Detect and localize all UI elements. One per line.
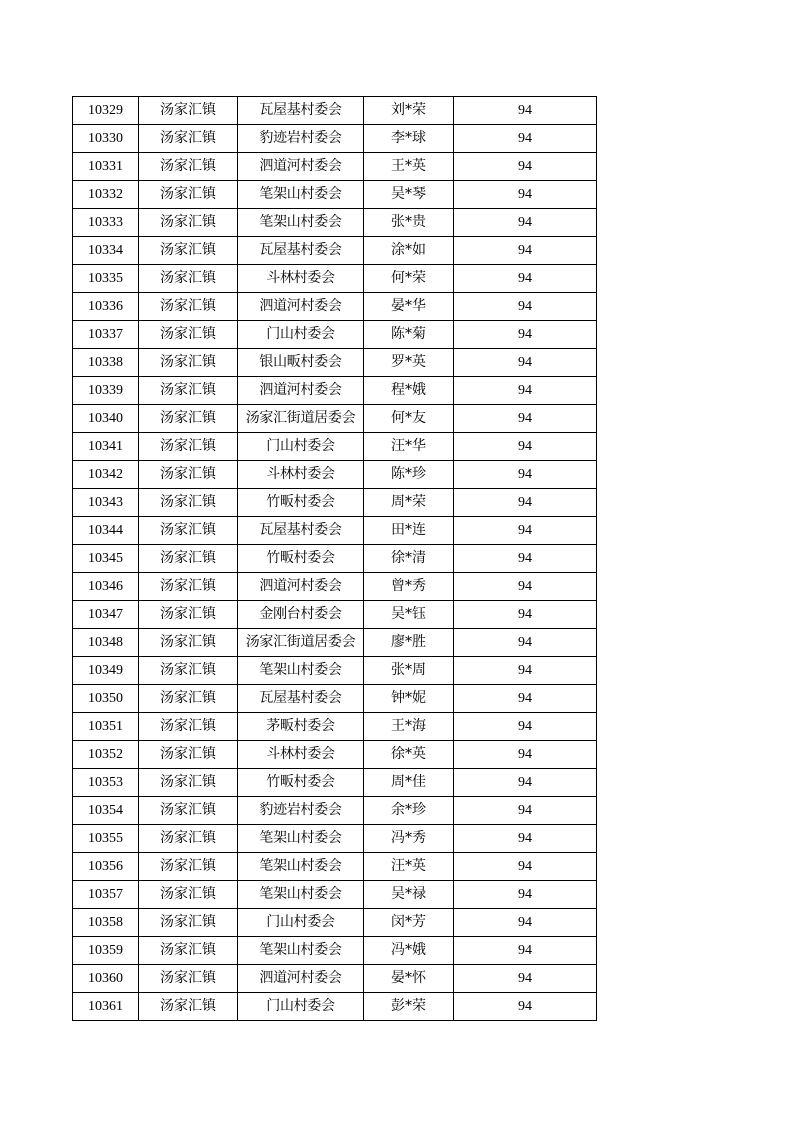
- record-id-cell: 10340: [73, 405, 139, 433]
- table-row: [73, 209, 597, 237]
- table-row: [73, 713, 597, 741]
- village-committee-cell: 门山村委会: [238, 909, 364, 937]
- town-cell: 汤家汇镇: [139, 853, 238, 881]
- score-cell: 94: [454, 405, 597, 433]
- village-committee-cell: 笔架山村委会: [238, 825, 364, 853]
- score-cell: 94: [454, 741, 597, 769]
- person-name-cell: 晏*华: [364, 293, 454, 321]
- table-row: [73, 993, 597, 1021]
- town-cell: 汤家汇镇: [139, 237, 238, 265]
- person-name-cell: 吴*禄: [364, 881, 454, 909]
- table-row: [73, 405, 597, 433]
- table-row: [73, 629, 597, 657]
- table-row: [73, 153, 597, 181]
- village-committee-cell: 门山村委会: [238, 321, 364, 349]
- table-row: [73, 797, 597, 825]
- score-cell: 94: [454, 293, 597, 321]
- person-name-cell: 曾*秀: [364, 573, 454, 601]
- person-name-cell: 程*娥: [364, 377, 454, 405]
- person-name-cell: 闵*芳: [364, 909, 454, 937]
- record-id-cell: 10329: [73, 97, 139, 125]
- village-committee-cell: 竹畈村委会: [238, 545, 364, 573]
- person-name-cell: 徐*英: [364, 741, 454, 769]
- person-name-cell: 何*友: [364, 405, 454, 433]
- record-id-cell: 10331: [73, 153, 139, 181]
- town-cell: 汤家汇镇: [139, 153, 238, 181]
- village-committee-cell: 竹畈村委会: [238, 769, 364, 797]
- person-name-cell: 罗*英: [364, 349, 454, 377]
- record-id-cell: 10351: [73, 713, 139, 741]
- person-name-cell: 彭*荣: [364, 993, 454, 1021]
- village-committee-cell: 金刚台村委会: [238, 601, 364, 629]
- roster-table: [72, 96, 597, 1021]
- table-row: [73, 461, 597, 489]
- person-name-cell: 王*海: [364, 713, 454, 741]
- person-name-cell: 汪*华: [364, 433, 454, 461]
- table-row: [73, 181, 597, 209]
- town-cell: 汤家汇镇: [139, 125, 238, 153]
- village-committee-cell: 汤家汇街道居委会: [238, 405, 364, 433]
- village-committee-cell: 泗道河村委会: [238, 153, 364, 181]
- town-cell: 汤家汇镇: [139, 993, 238, 1021]
- score-cell: 94: [454, 797, 597, 825]
- village-committee-cell: 豹迹岩村委会: [238, 125, 364, 153]
- record-id-cell: 10347: [73, 601, 139, 629]
- person-name-cell: 刘*荣: [364, 97, 454, 125]
- town-cell: 汤家汇镇: [139, 405, 238, 433]
- table-row: [73, 741, 597, 769]
- person-name-cell: 周*佳: [364, 769, 454, 797]
- village-committee-cell: 银山畈村委会: [238, 349, 364, 377]
- record-id-cell: 10334: [73, 237, 139, 265]
- score-cell: 94: [454, 97, 597, 125]
- record-id-cell: 10333: [73, 209, 139, 237]
- village-committee-cell: 瓦屋基村委会: [238, 97, 364, 125]
- town-cell: 汤家汇镇: [139, 629, 238, 657]
- person-name-cell: 冯*秀: [364, 825, 454, 853]
- record-id-cell: 10353: [73, 769, 139, 797]
- record-id-cell: 10352: [73, 741, 139, 769]
- record-id-cell: 10341: [73, 433, 139, 461]
- table-row: [73, 349, 597, 377]
- person-name-cell: 李*球: [364, 125, 454, 153]
- table-row: [73, 433, 597, 461]
- person-name-cell: 张*周: [364, 657, 454, 685]
- town-cell: 汤家汇镇: [139, 909, 238, 937]
- village-committee-cell: 笔架山村委会: [238, 657, 364, 685]
- person-name-cell: 周*荣: [364, 489, 454, 517]
- record-id-cell: 10359: [73, 937, 139, 965]
- score-cell: 94: [454, 349, 597, 377]
- village-committee-cell: 笔架山村委会: [238, 937, 364, 965]
- score-cell: 94: [454, 321, 597, 349]
- record-id-cell: 10358: [73, 909, 139, 937]
- person-name-cell: 陈*珍: [364, 461, 454, 489]
- village-committee-cell: 笔架山村委会: [238, 881, 364, 909]
- score-cell: 94: [454, 657, 597, 685]
- village-committee-cell: 泗道河村委会: [238, 377, 364, 405]
- score-cell: 94: [454, 461, 597, 489]
- table-row: [73, 489, 597, 517]
- town-cell: 汤家汇镇: [139, 97, 238, 125]
- record-id-cell: 10350: [73, 685, 139, 713]
- score-cell: 94: [454, 965, 597, 993]
- table-row: [73, 965, 597, 993]
- score-cell: 94: [454, 125, 597, 153]
- person-name-cell: 徐*清: [364, 545, 454, 573]
- record-id-cell: 10339: [73, 377, 139, 405]
- table-row: [73, 601, 597, 629]
- score-cell: 94: [454, 573, 597, 601]
- person-name-cell: 张*贵: [364, 209, 454, 237]
- record-id-cell: 10356: [73, 853, 139, 881]
- score-cell: 94: [454, 881, 597, 909]
- score-cell: 94: [454, 153, 597, 181]
- town-cell: 汤家汇镇: [139, 657, 238, 685]
- village-committee-cell: 斗林村委会: [238, 741, 364, 769]
- record-id-cell: 10337: [73, 321, 139, 349]
- person-name-cell: 钟*妮: [364, 685, 454, 713]
- score-cell: 94: [454, 489, 597, 517]
- town-cell: 汤家汇镇: [139, 713, 238, 741]
- table-row: [73, 909, 597, 937]
- village-committee-cell: 门山村委会: [238, 993, 364, 1021]
- score-cell: 94: [454, 601, 597, 629]
- town-cell: 汤家汇镇: [139, 797, 238, 825]
- person-name-cell: 余*珍: [364, 797, 454, 825]
- score-cell: 94: [454, 433, 597, 461]
- score-cell: 94: [454, 517, 597, 545]
- town-cell: 汤家汇镇: [139, 489, 238, 517]
- town-cell: 汤家汇镇: [139, 685, 238, 713]
- record-id-cell: 10349: [73, 657, 139, 685]
- record-id-cell: 10360: [73, 965, 139, 993]
- record-id-cell: 10343: [73, 489, 139, 517]
- town-cell: 汤家汇镇: [139, 825, 238, 853]
- person-name-cell: 冯*娥: [364, 937, 454, 965]
- town-cell: 汤家汇镇: [139, 209, 238, 237]
- record-id-cell: 10346: [73, 573, 139, 601]
- town-cell: 汤家汇镇: [139, 937, 238, 965]
- score-cell: 94: [454, 265, 597, 293]
- village-committee-cell: 瓦屋基村委会: [238, 517, 364, 545]
- village-committee-cell: 泗道河村委会: [238, 965, 364, 993]
- record-id-cell: 10332: [73, 181, 139, 209]
- table-row: [73, 321, 597, 349]
- town-cell: 汤家汇镇: [139, 545, 238, 573]
- score-cell: 94: [454, 909, 597, 937]
- person-name-cell: 涂*如: [364, 237, 454, 265]
- town-cell: 汤家汇镇: [139, 181, 238, 209]
- record-id-cell: 10344: [73, 517, 139, 545]
- village-committee-cell: 泗道河村委会: [238, 573, 364, 601]
- town-cell: 汤家汇镇: [139, 321, 238, 349]
- table-row: [73, 937, 597, 965]
- town-cell: 汤家汇镇: [139, 293, 238, 321]
- score-cell: 94: [454, 545, 597, 573]
- village-committee-cell: 斗林村委会: [238, 265, 364, 293]
- score-cell: 94: [454, 685, 597, 713]
- town-cell: 汤家汇镇: [139, 881, 238, 909]
- table-row: [73, 657, 597, 685]
- town-cell: 汤家汇镇: [139, 349, 238, 377]
- village-committee-cell: 竹畈村委会: [238, 489, 364, 517]
- table-row: [73, 881, 597, 909]
- record-id-cell: 10330: [73, 125, 139, 153]
- score-cell: 94: [454, 937, 597, 965]
- score-cell: 94: [454, 181, 597, 209]
- table-row: [73, 377, 597, 405]
- table-row: [73, 237, 597, 265]
- village-committee-cell: 茅畈村委会: [238, 713, 364, 741]
- record-id-cell: 10336: [73, 293, 139, 321]
- table-row: [73, 573, 597, 601]
- record-id-cell: 10345: [73, 545, 139, 573]
- record-id-cell: 10357: [73, 881, 139, 909]
- score-cell: 94: [454, 993, 597, 1021]
- score-cell: 94: [454, 209, 597, 237]
- village-committee-cell: 豹迹岩村委会: [238, 797, 364, 825]
- record-id-cell: 10348: [73, 629, 139, 657]
- village-committee-cell: 泗道河村委会: [238, 293, 364, 321]
- table-row: [73, 825, 597, 853]
- person-name-cell: 廖*胜: [364, 629, 454, 657]
- town-cell: 汤家汇镇: [139, 433, 238, 461]
- town-cell: 汤家汇镇: [139, 573, 238, 601]
- village-committee-cell: 笔架山村委会: [238, 209, 364, 237]
- village-committee-cell: 瓦屋基村委会: [238, 237, 364, 265]
- score-cell: 94: [454, 377, 597, 405]
- person-name-cell: 王*英: [364, 153, 454, 181]
- person-name-cell: 陈*菊: [364, 321, 454, 349]
- person-name-cell: 汪*英: [364, 853, 454, 881]
- town-cell: 汤家汇镇: [139, 265, 238, 293]
- score-cell: 94: [454, 825, 597, 853]
- table-row: [73, 293, 597, 321]
- record-id-cell: 10354: [73, 797, 139, 825]
- person-name-cell: 晏*怀: [364, 965, 454, 993]
- table-row: [73, 685, 597, 713]
- town-cell: 汤家汇镇: [139, 517, 238, 545]
- record-id-cell: 10338: [73, 349, 139, 377]
- village-committee-cell: 汤家汇街道居委会: [238, 629, 364, 657]
- table-row: [73, 769, 597, 797]
- record-id-cell: 10342: [73, 461, 139, 489]
- table-row: [73, 265, 597, 293]
- score-cell: 94: [454, 713, 597, 741]
- village-committee-cell: 瓦屋基村委会: [238, 685, 364, 713]
- record-id-cell: 10335: [73, 265, 139, 293]
- record-id-cell: 10355: [73, 825, 139, 853]
- table-row: [73, 125, 597, 153]
- record-id-cell: 10361: [73, 993, 139, 1021]
- table-row: [73, 853, 597, 881]
- table-row: [73, 97, 597, 125]
- town-cell: 汤家汇镇: [139, 601, 238, 629]
- town-cell: 汤家汇镇: [139, 461, 238, 489]
- village-committee-cell: 门山村委会: [238, 433, 364, 461]
- village-committee-cell: 笔架山村委会: [238, 181, 364, 209]
- table-row: [73, 517, 597, 545]
- village-committee-cell: 笔架山村委会: [238, 853, 364, 881]
- town-cell: 汤家汇镇: [139, 769, 238, 797]
- table-row: [73, 545, 597, 573]
- town-cell: 汤家汇镇: [139, 741, 238, 769]
- person-name-cell: 吴*钰: [364, 601, 454, 629]
- person-name-cell: 吴*琴: [364, 181, 454, 209]
- town-cell: 汤家汇镇: [139, 965, 238, 993]
- village-committee-cell: 斗林村委会: [238, 461, 364, 489]
- score-cell: 94: [454, 853, 597, 881]
- score-cell: 94: [454, 237, 597, 265]
- score-cell: 94: [454, 769, 597, 797]
- person-name-cell: 田*连: [364, 517, 454, 545]
- roster-table-body: [73, 97, 597, 1021]
- score-cell: 94: [454, 629, 597, 657]
- person-name-cell: 何*荣: [364, 265, 454, 293]
- town-cell: 汤家汇镇: [139, 377, 238, 405]
